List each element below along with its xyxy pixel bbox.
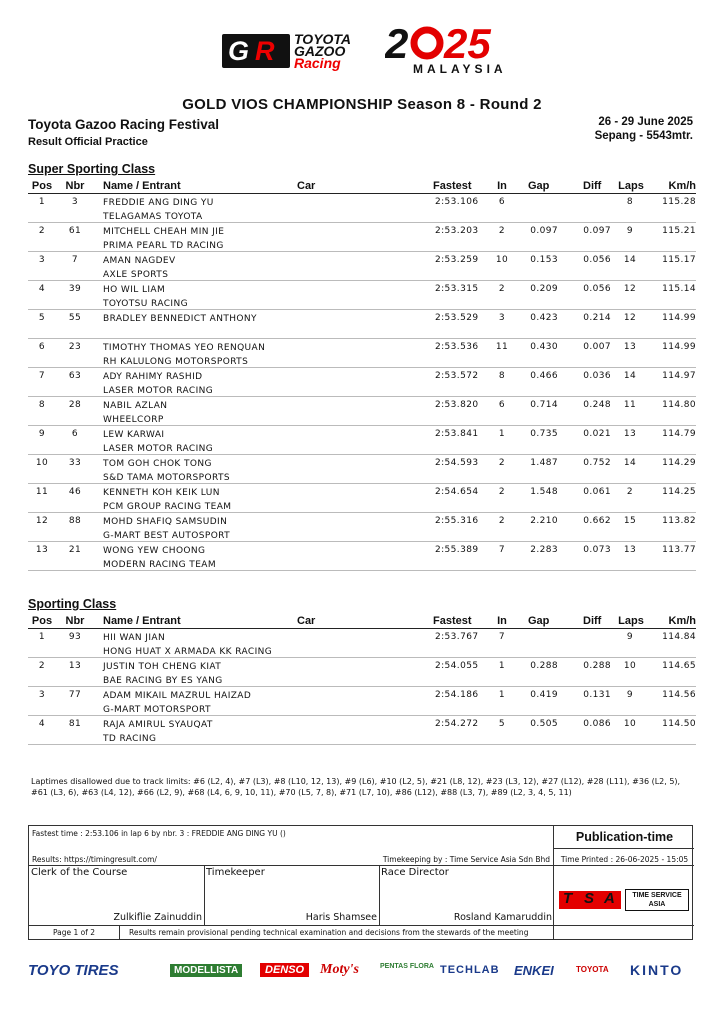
col-nbr: Nbr <box>65 615 85 627</box>
kmh-cell: 113.77 <box>662 545 696 555</box>
table-row <box>28 629 696 658</box>
svg-text:25: 25 <box>444 22 491 62</box>
col-gap: Gap <box>528 615 550 627</box>
table-row <box>28 484 696 513</box>
diff-cell: 0.036 <box>583 371 611 381</box>
divider <box>119 925 120 940</box>
driver-name: TOM GOH CHOK TONG <box>103 459 212 469</box>
in-lap-cell: 6 <box>498 400 506 410</box>
kmh-cell: 113.82 <box>662 516 696 526</box>
in-lap-cell: 7 <box>498 632 506 642</box>
laps-cell: 12 <box>623 313 637 323</box>
col-laps: Laps <box>618 180 644 192</box>
gap-cell: 0.430 <box>530 342 558 352</box>
entrant-name: TD RACING <box>103 734 157 744</box>
pos-cell: 4 <box>38 284 46 294</box>
diff-cell: 0.073 <box>583 545 611 555</box>
page-number: Page 1 of 2 <box>52 928 96 937</box>
nbr-cell: 88 <box>68 516 82 526</box>
event-dates-venue <box>595 115 693 143</box>
pos-cell: 7 <box>38 371 46 381</box>
entrant-name: LASER MOTOR RACING <box>103 444 214 454</box>
race-director-title: Race Director <box>381 867 449 878</box>
driver-name: MITCHELL CHEAH MIN JIE <box>103 227 225 237</box>
col-in: In <box>497 615 507 627</box>
track-limits-note: Laptimes disallowed due to track limits: #6 (L2, 4), #7 (L3), #8 (L10, 12, 13), #9 (L6), #10 (L2, 5), #21 (L8, 12), #23 (L3, 12), #27 (L12), #28 (L11), #36 (L2, 5), #61 (L3, 6), #63 (L4, 12), #66 (L2, 9), #68 (L4, 6, 9, 10, 11), #70 (L5, 7, 8), #71 (L7, 10), #86 (L12), #88 (L3, 7), #89 (L2, 3, 4, 5, 11) <box>31 777 681 797</box>
entrant-name: MODERN RACING TEAM <box>103 560 217 570</box>
name-entrant-cell <box>103 515 230 543</box>
laps-cell: 14 <box>623 255 637 265</box>
driver-name: MOHD SHAFIQ SAMSUDIN <box>103 517 228 527</box>
diff-cell: 0.752 <box>583 458 611 468</box>
sponsor-motys-logo: Moty's <box>320 962 359 977</box>
pos-cell: 11 <box>35 487 49 497</box>
nbr-cell: 61 <box>68 226 82 236</box>
sponsor-denso-logo: DENSO <box>260 963 309 977</box>
laps-cell: 8 <box>626 197 634 207</box>
in-lap-cell: 1 <box>498 429 506 439</box>
tsa-text: TIME SERVICE ASIA <box>625 889 689 911</box>
entrant-name: BAE RACING BY ES YANG <box>103 676 223 686</box>
time-printed: Time Printed : 26-06-2025 - 15:05 <box>560 855 689 864</box>
laps-cell: 9 <box>626 690 634 700</box>
divider <box>29 865 694 866</box>
in-lap-cell: 1 <box>498 661 506 671</box>
nbr-cell: 33 <box>68 458 82 468</box>
section-title-super-sporting: Super Sporting Class <box>28 162 156 176</box>
table-row <box>28 397 696 426</box>
laps-cell: 12 <box>623 284 637 294</box>
fastest-cell: 2:53.820 <box>435 400 479 410</box>
pos-cell: 9 <box>38 429 46 439</box>
kmh-cell: 115.14 <box>662 284 696 294</box>
sponsor-enkei-logo: ENKEI <box>514 963 554 978</box>
col-kmh: Km/h <box>668 615 696 627</box>
gap-cell: 0.505 <box>530 719 558 729</box>
gap-cell: 0.288 <box>530 661 558 671</box>
svg-text:2: 2 <box>385 22 409 62</box>
laps-cell: 9 <box>626 632 634 642</box>
diff-cell: 0.288 <box>583 661 611 671</box>
in-lap-cell: 10 <box>495 255 509 265</box>
laps-cell: 13 <box>623 545 637 555</box>
timekeeper-title: Timekeeper <box>206 867 265 878</box>
sponsor-techlab-logo: TECHLAB <box>440 964 500 976</box>
col-fastest: Fastest <box>433 180 472 192</box>
fastest-cell: 2:54.593 <box>435 458 479 468</box>
event-name: Toyota Gazoo Racing Festival <box>28 117 220 132</box>
name-entrant-cell <box>103 196 214 224</box>
in-lap-cell: 2 <box>498 516 506 526</box>
nbr-cell: 39 <box>68 284 82 294</box>
driver-name: RAJA AMIRUL SYAUQAT <box>103 720 213 730</box>
name-entrant-cell <box>103 225 224 253</box>
name-entrant-cell <box>103 254 176 282</box>
name-entrant-cell <box>103 631 272 659</box>
kmh-cell: 114.97 <box>662 371 696 381</box>
name-entrant-cell <box>103 660 223 688</box>
driver-name: WONG YEW CHOONG <box>103 546 206 556</box>
fastest-cell: 2:53.841 <box>435 429 479 439</box>
col-pos: Pos <box>31 180 53 192</box>
timekeeper-name: Haris Shamsee <box>305 912 377 923</box>
name-entrant-cell <box>103 428 213 456</box>
kmh-cell: 114.99 <box>662 342 696 352</box>
tsa-letters: T S A <box>559 891 621 909</box>
pos-cell: 1 <box>38 197 46 207</box>
driver-name: ADY RAHIMY RASHID <box>103 372 203 382</box>
kmh-cell: 115.17 <box>662 255 696 265</box>
name-entrant-cell <box>103 341 265 369</box>
kmh-cell: 115.21 <box>662 226 696 236</box>
nbr-cell: 28 <box>68 400 82 410</box>
table-row <box>28 252 696 281</box>
gap-cell: 0.466 <box>530 371 558 381</box>
time-service-asia-logo <box>559 889 689 913</box>
pos-cell: 5 <box>38 313 46 323</box>
sponsor-kinto-logo: KINTO <box>630 962 684 978</box>
entrant-name: TOYOTSU RACING <box>103 299 188 309</box>
nbr-cell: 55 <box>68 313 82 323</box>
fastest-cell: 2:53.767 <box>435 632 479 642</box>
col-in: In <box>497 180 507 192</box>
name-entrant-cell <box>103 689 251 717</box>
sponsor-strip <box>28 962 696 982</box>
diff-cell: 0.061 <box>583 487 611 497</box>
driver-name: LEW KARWAI <box>103 430 165 440</box>
laps-cell: 9 <box>626 226 634 236</box>
driver-name: BRADLEY BENNEDICT ANTHONY <box>103 314 257 324</box>
driver-name: JUSTIN TOH CHENG KIAT <box>103 662 222 672</box>
gap-cell: 0.714 <box>530 400 558 410</box>
driver-name: NABIL AZLAN <box>103 401 168 411</box>
kmh-cell: 114.79 <box>662 429 696 439</box>
in-lap-cell: 8 <box>498 371 506 381</box>
col-car: Car <box>297 180 316 192</box>
pos-cell: 10 <box>35 458 49 468</box>
name-entrant-cell <box>103 283 188 311</box>
driver-name: KENNETH KOH KEIK LUN <box>103 488 220 498</box>
divider <box>29 925 694 926</box>
gap-cell: 2.210 <box>530 516 558 526</box>
diff-cell: 0.056 <box>583 255 611 265</box>
nbr-cell: 23 <box>68 342 82 352</box>
driver-name: FREDDIE ANG DING YU <box>103 198 214 208</box>
table-row <box>28 194 696 223</box>
col-nbr: Nbr <box>65 180 85 192</box>
fastest-cell: 2:54.272 <box>435 719 479 729</box>
fastest-cell: 2:53.529 <box>435 313 479 323</box>
timekeeping-by: Timekeeping by : Time Service Asia Sdn Bhd <box>382 855 550 864</box>
in-lap-cell: 7 <box>498 545 506 555</box>
toyota-gazoo-racing-logo: TOYOTA GAZOO Racing <box>294 31 352 71</box>
diff-cell: 0.662 <box>583 516 611 526</box>
laps-cell: 10 <box>623 661 637 671</box>
name-entrant-cell <box>103 486 231 514</box>
col-diff: Diff <box>583 180 602 192</box>
table-row <box>28 658 696 687</box>
gap-cell: 0.153 <box>530 255 558 265</box>
entrant-name: WHEELCORP <box>103 415 164 425</box>
entrant-name: S&D TAMA MOTORSPORTS <box>103 473 230 483</box>
kmh-cell: 115.28 <box>662 197 696 207</box>
gap-cell: 1.548 <box>530 487 558 497</box>
col-fastest: Fastest <box>433 615 472 627</box>
nbr-cell: 6 <box>71 429 79 439</box>
gr-logo: G R <box>222 34 290 68</box>
kmh-cell: 114.80 <box>662 400 696 410</box>
laps-cell: 14 <box>623 371 637 381</box>
table-row <box>28 513 696 542</box>
sponsor-pentas-flora-logo: PENTAS FLORA <box>380 963 434 970</box>
laps-cell: 10 <box>623 719 637 729</box>
driver-name: ADAM MIKAIL MAZRUL HAIZAD <box>103 691 252 701</box>
laps-cell: 14 <box>623 458 637 468</box>
pos-cell: 2 <box>38 661 46 671</box>
nbr-cell: 93 <box>68 632 82 642</box>
laps-cell: 13 <box>623 429 637 439</box>
gap-cell: 0.423 <box>530 313 558 323</box>
race-director-name: Rosland Kamaruddin <box>453 912 552 923</box>
entrant-name: PCM GROUP RACING TEAM <box>103 502 232 512</box>
in-lap-cell: 2 <box>498 487 506 497</box>
fastest-cell: 2:53.572 <box>435 371 479 381</box>
entrant-name: HONG HUAT X ARMADA KK RACING <box>103 647 273 657</box>
in-lap-cell: 2 <box>498 226 506 236</box>
provisional-disclaimer: Results remain provisional pending technical examination and decisions from the stewards of the meeting <box>129 928 529 937</box>
name-entrant-cell <box>103 544 216 572</box>
in-lap-cell: 2 <box>498 284 506 294</box>
laps-cell: 11 <box>623 400 637 410</box>
driver-name: TIMOTHY THOMAS YEO RENQUAN <box>103 343 266 353</box>
kmh-cell: 114.84 <box>662 632 696 642</box>
divider <box>554 848 694 849</box>
gap-cell: 0.735 <box>530 429 558 439</box>
nbr-cell: 63 <box>68 371 82 381</box>
col-kmh: Km/h <box>668 180 696 192</box>
pos-cell: 13 <box>35 545 49 555</box>
name-entrant-cell <box>103 718 213 746</box>
pos-cell: 12 <box>35 516 49 526</box>
pos-cell: 2 <box>38 226 46 236</box>
pos-cell: 3 <box>38 690 46 700</box>
diff-cell: 0.131 <box>583 690 611 700</box>
nbr-cell: 81 <box>68 719 82 729</box>
clerk-of-course-name: Zulkiflie Zainuddin <box>113 912 202 923</box>
driver-name: HO WIL LIAM <box>103 285 166 295</box>
table-row <box>28 687 696 716</box>
sporting-table <box>28 615 696 745</box>
entrant-name: TELAGAMAS TOYOTA <box>103 212 203 222</box>
name-entrant-cell <box>103 457 230 485</box>
sponsor-modellista-logo: MODELLISTA <box>170 964 242 977</box>
super-sporting-table <box>28 180 696 571</box>
gap-cell: 2.283 <box>530 545 558 555</box>
diff-cell: 0.214 <box>583 313 611 323</box>
col-car: Car <box>297 615 316 627</box>
section-title-sporting: Sporting Class <box>28 597 117 611</box>
entrant-name: PRIMA PEARL TD RACING <box>103 241 224 251</box>
pos-cell: 1 <box>38 632 46 642</box>
diff-cell: 0.086 <box>583 719 611 729</box>
fastest-cell: 2:53.203 <box>435 226 479 236</box>
diff-cell: 0.097 <box>583 226 611 236</box>
col-diff: Diff <box>583 615 602 627</box>
table-row <box>28 368 696 397</box>
name-entrant-cell <box>103 399 167 427</box>
in-lap-cell: 3 <box>498 313 506 323</box>
pos-cell: 8 <box>38 400 46 410</box>
table-row <box>28 339 696 368</box>
col-name: Name / Entrant <box>103 180 181 192</box>
diff-cell: 0.021 <box>583 429 611 439</box>
pos-cell: 6 <box>38 342 46 352</box>
table-row <box>28 542 696 571</box>
fastest-time-line: Fastest time : 2:53.106 in lap 6 by nbr. 3 : FREDDIE ANG DING YU () <box>32 829 286 838</box>
table-body <box>28 194 696 571</box>
in-lap-cell: 6 <box>498 197 506 207</box>
laps-cell: 2 <box>626 487 634 497</box>
pos-cell: 4 <box>38 719 46 729</box>
entrant-name: RH KALULONG MOTORSPORTS <box>103 357 249 367</box>
kmh-cell: 114.99 <box>662 313 696 323</box>
fastest-cell: 2:54.654 <box>435 487 479 497</box>
gap-cell: 0.419 <box>530 690 558 700</box>
nbr-cell: 3 <box>71 197 79 207</box>
table-row <box>28 223 696 252</box>
nbr-cell: 46 <box>68 487 82 497</box>
driver-name: HII WAN JIAN <box>103 633 166 643</box>
clerk-of-course-title: Clerk of the Course <box>31 867 128 878</box>
name-entrant-cell <box>103 312 257 326</box>
laps-cell: 15 <box>623 516 637 526</box>
table-row <box>28 310 696 339</box>
laps-cell: 13 <box>623 342 637 352</box>
sponsor-toyo-tires-logo: TOYO TIRES <box>28 962 119 979</box>
diff-cell: 0.248 <box>583 400 611 410</box>
fastest-cell: 2:53.315 <box>435 284 479 294</box>
kmh-cell: 114.65 <box>662 661 696 671</box>
fastest-cell: 2:55.389 <box>435 545 479 555</box>
entrant-name: LASER MOTOR RACING <box>103 386 214 396</box>
table-row <box>28 426 696 455</box>
table-row <box>28 716 696 745</box>
kmh-cell: 114.56 <box>662 690 696 700</box>
in-lap-cell: 11 <box>495 342 509 352</box>
fastest-cell: 2:54.186 <box>435 690 479 700</box>
nbr-cell: 7 <box>71 255 79 265</box>
fastest-cell: 2:53.259 <box>435 255 479 265</box>
fastest-cell: 2:53.536 <box>435 342 479 352</box>
table-row <box>28 455 696 484</box>
publication-time-label: Publication-time <box>575 830 674 844</box>
table-header <box>28 615 696 629</box>
fastest-cell: 2:55.316 <box>435 516 479 526</box>
kmh-cell: 114.29 <box>662 458 696 468</box>
session-name: Result Official Practice <box>28 136 148 148</box>
table-header <box>28 180 696 194</box>
name-entrant-cell <box>103 370 213 398</box>
nbr-cell: 21 <box>68 545 82 555</box>
diff-cell: 0.007 <box>583 342 611 352</box>
nbr-cell: 77 <box>68 690 82 700</box>
entrant-name: G-MART MOTORSPORT <box>103 705 211 715</box>
kmh-cell: 114.25 <box>662 487 696 497</box>
kmh-cell: 114.50 <box>662 719 696 729</box>
malaysia-wordmark: MALAYSIA <box>413 62 507 76</box>
event-venue: Sepang - 5543mtr. <box>594 130 693 142</box>
fastest-cell: 2:54.055 <box>435 661 479 671</box>
col-laps: Laps <box>618 615 644 627</box>
results-url: Results: https://timingresult.com/ <box>32 855 157 864</box>
official-footer-box <box>28 825 693 940</box>
col-pos: Pos <box>31 615 53 627</box>
in-lap-cell: 1 <box>498 690 506 700</box>
year-2025-logo <box>385 22 505 62</box>
col-name: Name / Entrant <box>103 615 181 627</box>
in-lap-cell: 2 <box>498 458 506 468</box>
diff-cell: 0.056 <box>583 284 611 294</box>
entrant-name: G-MART BEST AUTOSPORT <box>103 531 231 541</box>
gap-cell: 1.487 <box>530 458 558 468</box>
table-row <box>28 281 696 310</box>
gap-cell: 0.209 <box>530 284 558 294</box>
event-dates: 26 - 29 June 2025 <box>598 116 693 128</box>
table-body <box>28 629 696 745</box>
championship-title: GOLD VIOS CHAMPIONSHIP Season 8 - Round 2 <box>182 96 542 113</box>
entrant-name: AXLE SPORTS <box>103 270 169 280</box>
fastest-cell: 2:53.106 <box>435 197 479 207</box>
nbr-cell: 13 <box>68 661 82 671</box>
col-gap: Gap <box>528 180 550 192</box>
pos-cell: 3 <box>38 255 46 265</box>
driver-name: AMAN NAGDEV <box>103 256 176 266</box>
in-lap-cell: 5 <box>498 719 506 729</box>
sponsor-toyota-logo: TOYOTA <box>576 965 609 974</box>
gap-cell: 0.097 <box>530 226 558 236</box>
